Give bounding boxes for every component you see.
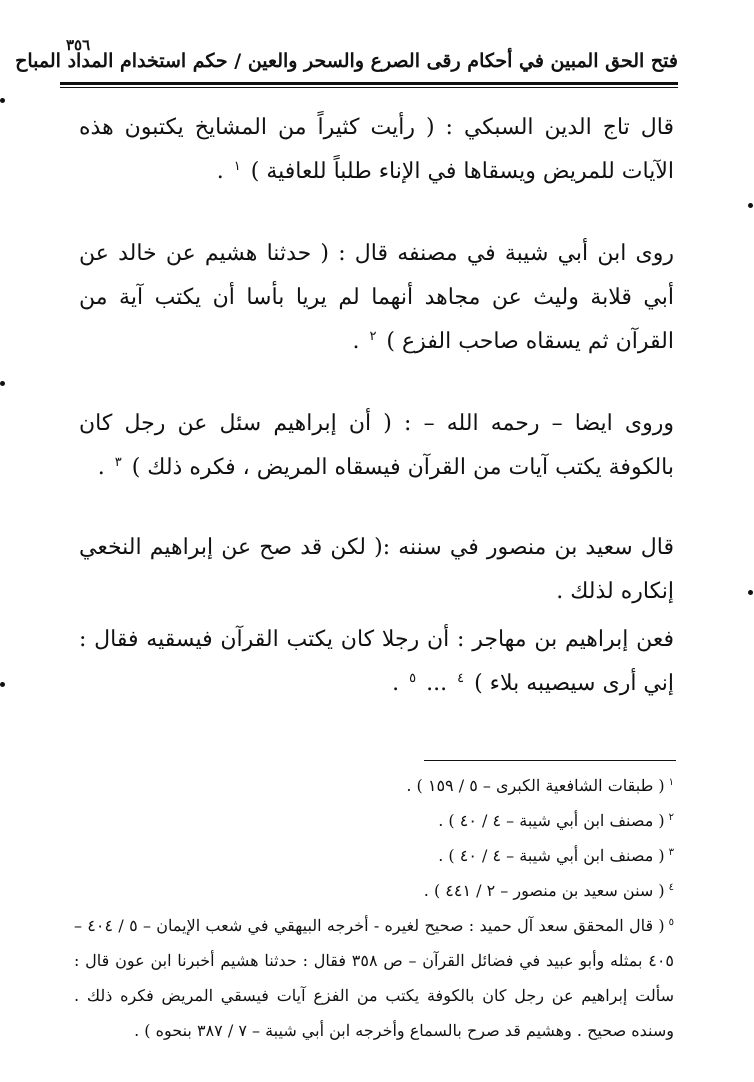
paragraph-text: وروى ايضا – رحمه الله – : ( أن إبراهيم سئل عن رجل كان بالكوفة يكتب آيات من القرآن فيسقاه المريض ، فكره ذلك ) [79,411,674,480]
paragraph-end: . [392,671,400,696]
paragraph-text: روى ابن أبي شيبة في مصنفه قال : ( حدثنا هشيم عن خالد عن أبي قلابة وليث عن مجاهد أنهما لم يريا بأسا أن يكتب آية من القرآن ثم يسقاه صاحب الفزع ) [79,241,674,354]
page-number: ٣٥٦ [66,36,91,54]
footnote-text: ( مصنف ابن أبي شيبة – ٤ / ٤٠ ) . [438,846,665,865]
header-rule-thin [60,87,678,88]
ellipsis: ... [426,671,448,696]
footnote-number: ٥ [668,916,675,928]
footnote-text: ( طبقات الشافعية الكبرى – ٥ / ١٥٩ ) . [406,776,665,795]
footnote-item [74,838,674,873]
paragraph-ibrahim-kufa [79,402,674,490]
paragraph-saeed-bin-mansour [79,526,674,614]
footnote-item [74,768,674,803]
paragraph-end: . [216,159,224,184]
edge-dot [0,98,5,103]
footnote-number: ٤ [668,881,674,893]
edge-dot [748,590,753,595]
paragraph-end: . [97,455,105,480]
footnote-number: ٢ [668,811,674,823]
paragraph-text: قال سعيد بن منصور في سننه :( لكن قد صح عن إبراهيم النخعي إنكاره لذلك . [79,535,674,604]
footnote-item [74,908,674,1048]
footnote-ref: ٥ [409,670,417,686]
paragraph-subki [79,106,674,194]
paragraph-end: . [352,329,360,354]
footnote-text: ( مصنف ابن أبي شيبة – ٤ / ٤٠ ) . [438,811,665,830]
footnote-ref: ٣ [114,454,122,470]
running-header [15,30,678,88]
footnote-number: ١ [668,776,674,788]
edge-dot [748,203,753,208]
paragraph-ibn-abi-shaybah [79,232,674,364]
footnote-text: ( سنن سعيد بن منصور – ٢ / ٤٤١ ) . [423,881,665,900]
paragraph-text: فعن إبراهيم بن مهاجر : أن رجلا كان يكتب القرآن فيسقيه فقال : إني أرى سيصيبه بلاء ) [79,627,674,696]
footnote-separator [424,760,676,761]
paragraph-ibrahim-muhajir [79,618,674,706]
footnote-ref: ٤ [457,670,465,686]
edge-dot [0,381,5,386]
paragraph-text: قال تاج الدين السبكي : ( رأيت كثيراً من المشايخ يكتبون هذه الآيات للمريض ويسقاها في الإناء طلباً للعافية ) [79,115,674,184]
header-rule [60,82,678,85]
footnote-item [74,803,674,838]
edge-dot [0,682,5,687]
footnotes [74,768,674,1048]
footnote-number: ٣ [668,846,674,858]
footnote-ref: ٢ [369,328,377,344]
footnote-ref: ١ [233,158,241,174]
footnote-text: ( قال المحقق سعد آل حميد : صحيح لغيره - أخرجه البيهقي في شعب الإيمان – ٥ / ٤٠٤ – ٤٠٥ بمثله وأبو عبيد في فضائل القرآن – ص ٣٥٨ فقال : حدثنا هشيم أخبرنا ابن عون قال : سألت إبراهيم عن رجل كان بالكوفة يكتب من الفزع آيات فيسقي المريض فكره ذلك . وسنده صحيح . وهشيم قد صرح بالسماع وأخرجه ابن أبي شيبة – ٧ / ٣٨٧ بنحوه ) . [74,916,675,1040]
header-title: فتح الحق المبين في أحكام رقى الصرع والسحر والعين / حكم استخدام المداد المباح [15,50,678,72]
footnote-item [74,873,674,908]
